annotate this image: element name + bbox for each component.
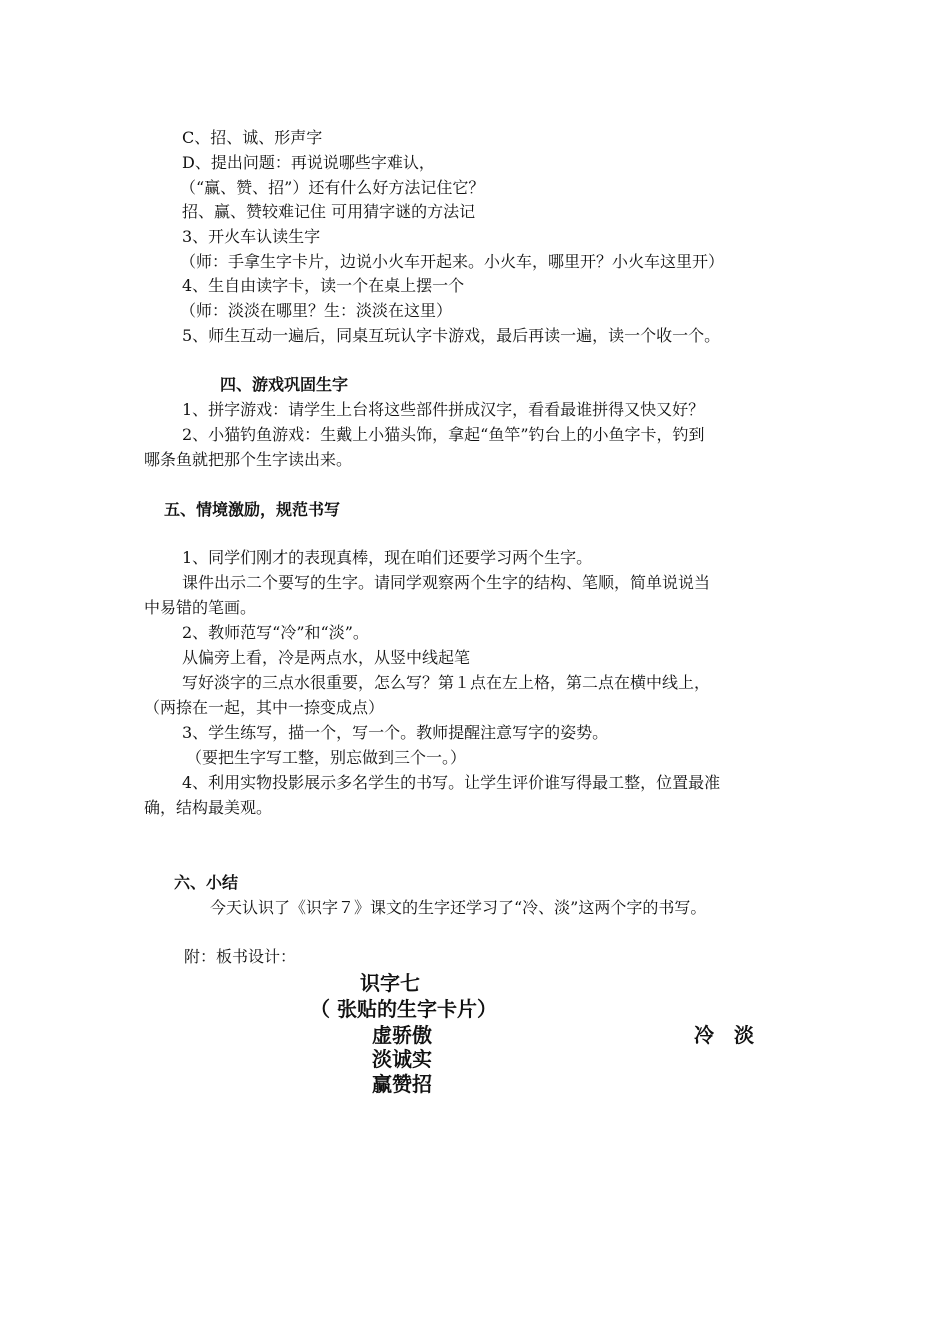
board-title: 识字七 (360, 971, 420, 995)
board-right-chars: 冷 淡 (694, 1023, 754, 1047)
text-line: （要把生字写工整，别忘做到三个一。） (186, 748, 467, 767)
text-line: 今天认识了《识字７》课文的生字还学习了“冷、淡”这两个字的书写。 (210, 898, 707, 917)
section-heading-5: 五、情境激励，规范书写 (164, 500, 341, 519)
text-line: 招、赢、赞较难记住 可用猜字谜的方法记 (182, 202, 476, 221)
text-line: 2、教师范写“冷”和“淡”。 (182, 623, 369, 642)
text-line: （师：淡淡在哪里？生：淡淡在这里） (180, 301, 453, 320)
text-line: 课件出示二个要写的生字。请同学观察两个生字的结构、笔顺，简单说说当 (182, 573, 711, 592)
text-line: 从偏旁上看，冷是两点水，从竖中线起笔 (182, 648, 471, 667)
text-line: C、招、诚、形声字 (182, 128, 323, 147)
text-line: 4、利用实物投影展示多名学生的书写。让学生评价谁写得最工整，位置最准 (182, 773, 721, 792)
text-line: 写好淡字的三点水很重要，怎么写？第１点在左上格，第二点在横中线上， (182, 673, 711, 692)
text-line: D、提出问题：再说说哪些字难认， (182, 153, 435, 172)
text-line: （“赢、赞、招”）还有什么好方法记住它？ (180, 178, 485, 197)
section-heading-6: 六、小结 (174, 873, 239, 892)
text-line: 附：板书设计： (184, 947, 297, 966)
text-line: 4、生自由读字卡，读一个在桌上摆一个 (182, 276, 465, 295)
text-line: 哪条鱼就把那个生字读出来。 (144, 450, 353, 469)
text-line: 1、拼字游戏：请学生上台将这些部件拼成汉字，看看最谁拼得又快又好？ (182, 400, 705, 419)
text-line: （师：手拿生字卡片，边说小火车开起来。小火车，哪里开？小火车这里开） (180, 252, 725, 271)
text-line: 3、学生练写，描一个，写一个。教师提醒注意写字的姿势。 (182, 723, 609, 742)
text-line: （两捺在一起，其中一捺变成点） (144, 698, 385, 717)
text-line: 2、小猫钓鱼游戏：生戴上小猫头饰，拿起“鱼竿”钓台上的小鱼字卡，钓到 (182, 425, 705, 444)
board-row-1: 虚骄傲 (372, 1023, 432, 1047)
text-line: 确，结构最美观。 (144, 798, 273, 817)
text-line: 中易错的笔画。 (144, 598, 257, 617)
board-subtitle: （ 张贴的生字卡片） (310, 997, 497, 1021)
text-line: 1、同学们刚才的表现真棒，现在咱们还要学习两个生字。 (182, 548, 593, 567)
text-line: 3、开火车认读生字 (182, 227, 321, 246)
section-heading-4: 四、游戏巩固生字 (220, 375, 349, 394)
board-row-3: 赢赞招 (372, 1072, 432, 1096)
board-row-2: 淡诚实 (372, 1047, 432, 1071)
text-line: 5、师生互动一遍后，同桌互玩认字卡游戏，最后再读一遍，读一个收一个。 (182, 326, 721, 345)
